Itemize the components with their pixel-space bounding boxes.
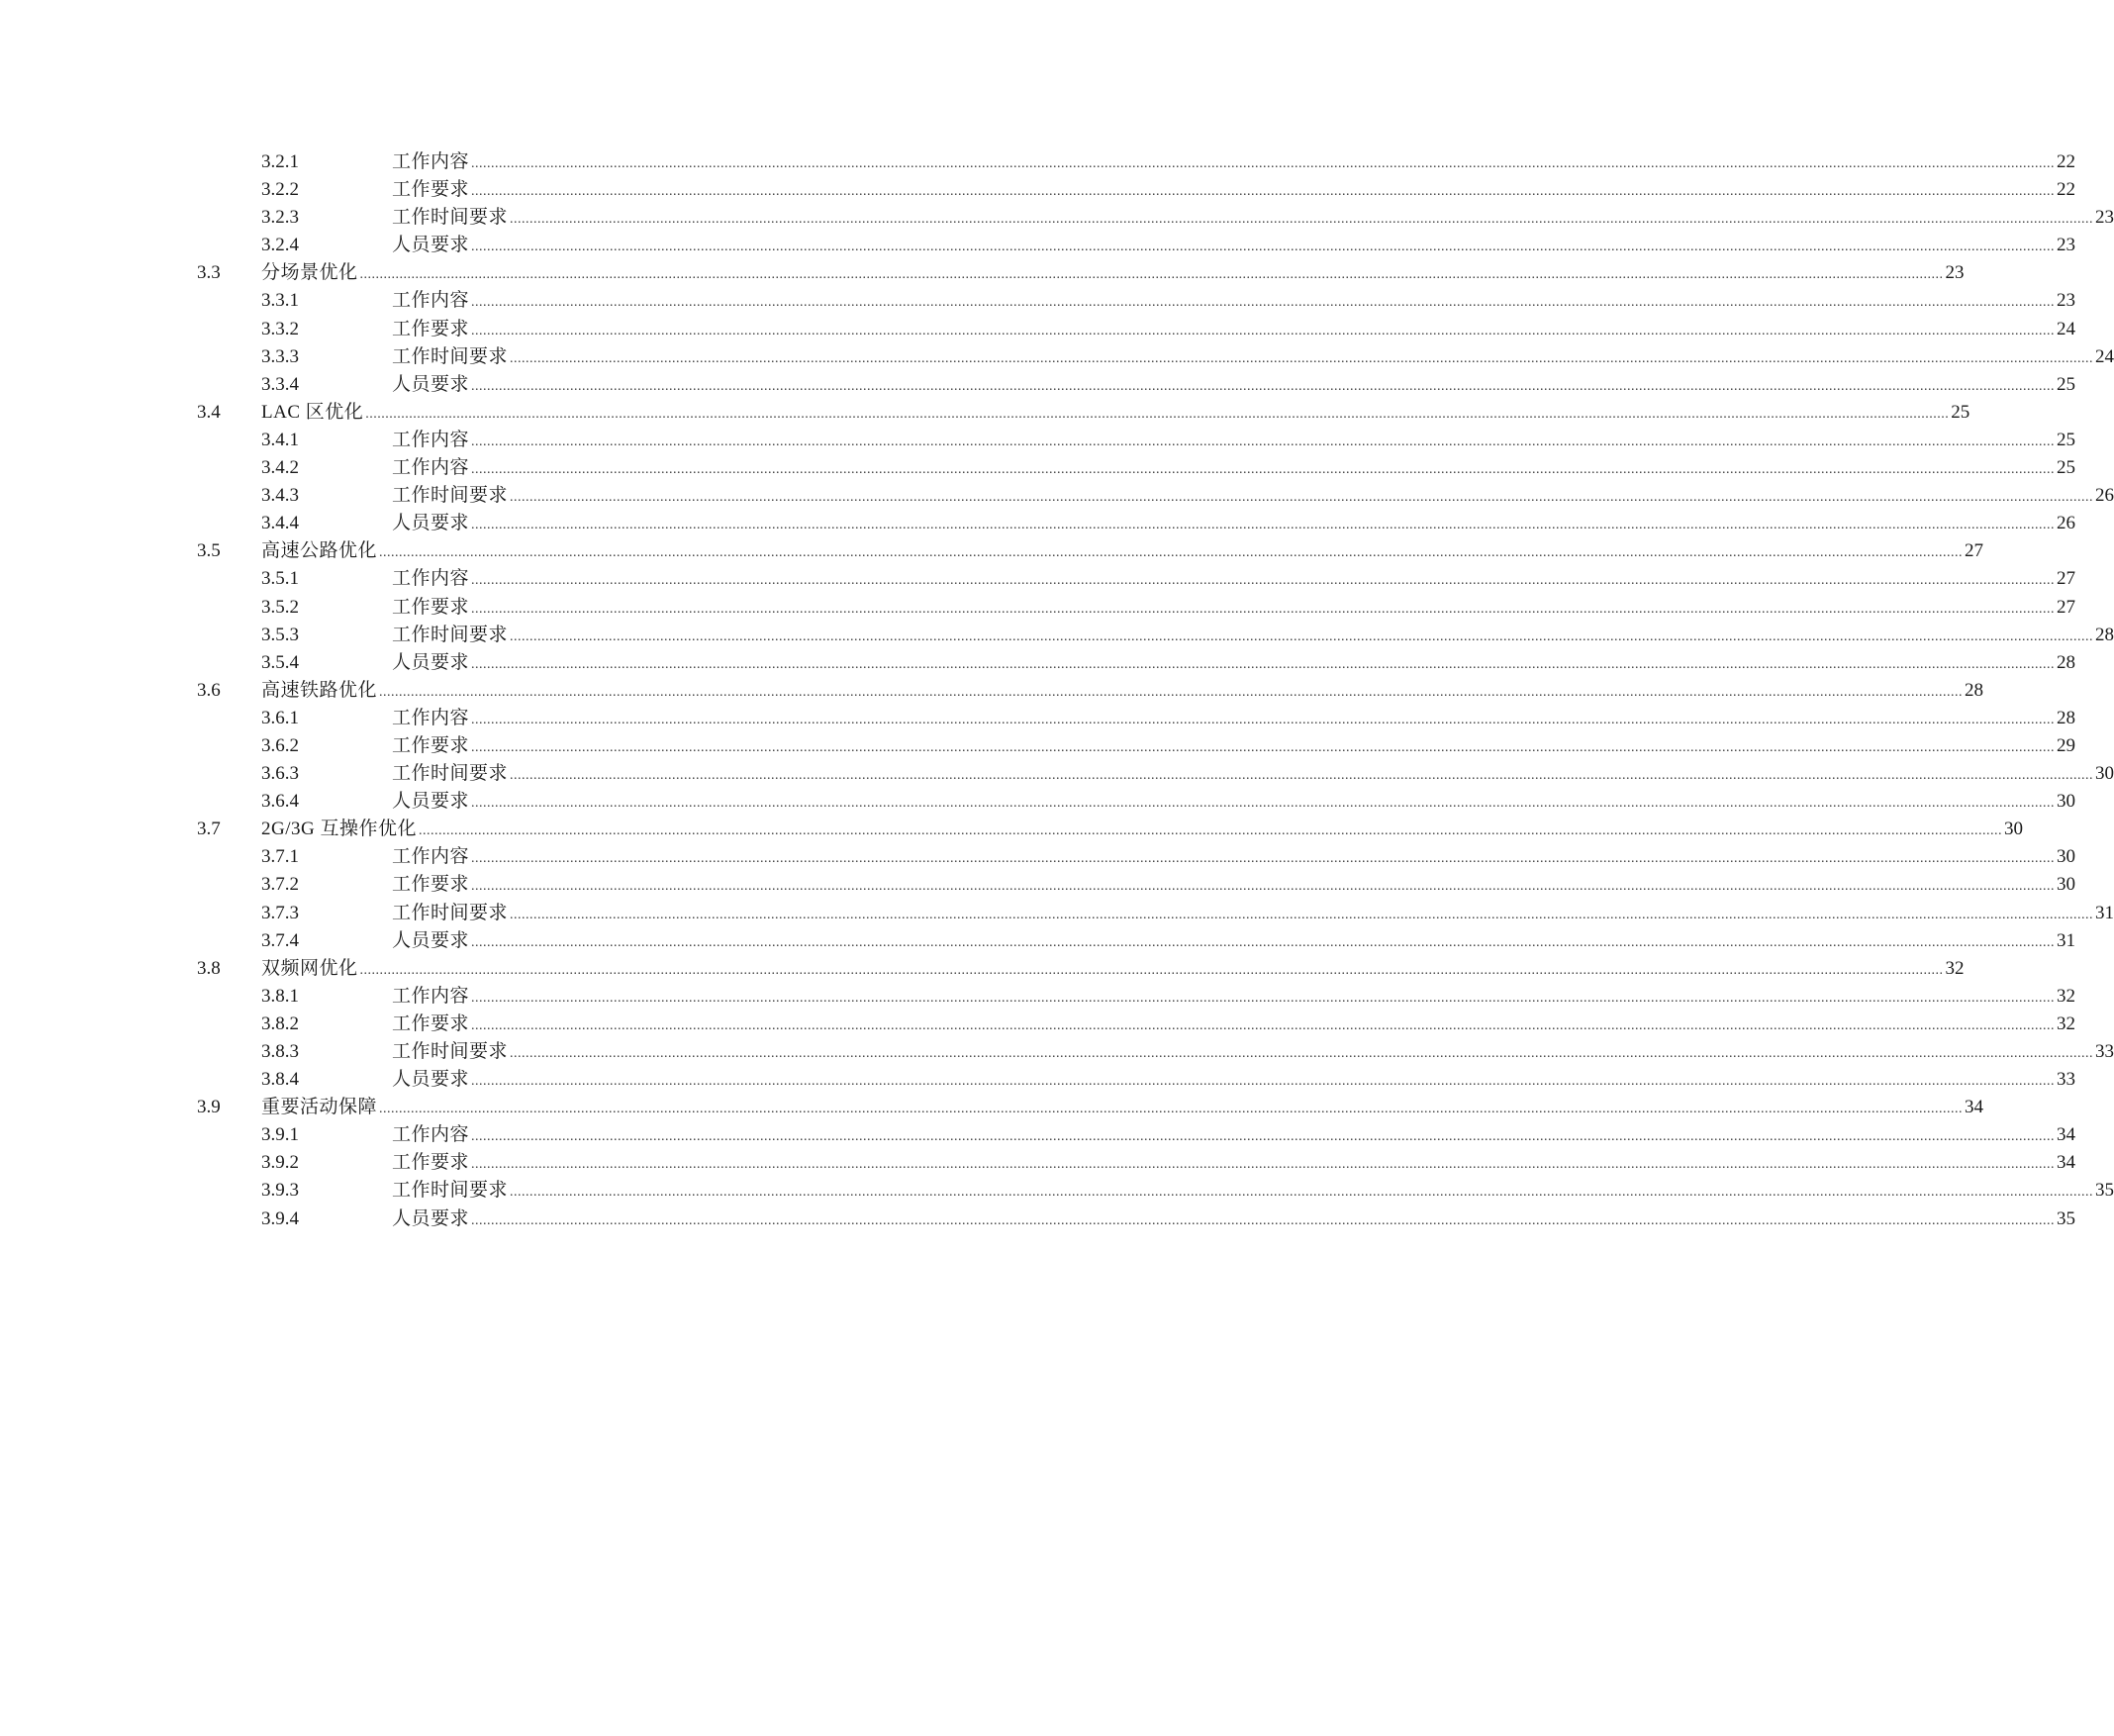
toc-dot-leader: ................................................................................................................................................................................................................................................................................................................................................................................................................ (471, 656, 2056, 672)
toc-entry-title: 人员要求 (392, 1069, 470, 1091)
toc-entry-page-number: 30 (2057, 874, 2076, 896)
toc-entry-page-number: 23 (2057, 290, 2076, 312)
toc-entry-line (392, 649, 2076, 679)
toc-entry[interactable] (0, 760, 2114, 788)
toc-entry-line (392, 176, 2076, 206)
toc-dot-leader: ................................................................................................................................................................................................................................................................................................................................................................................................................ (471, 434, 2056, 449)
toc-dot-leader: ................................................................................................................................................................................................................................................................................................................................................................................................................ (471, 990, 2056, 1006)
toc-entry-title: 工作内容 (392, 290, 470, 312)
toc-entry[interactable] (0, 510, 2076, 537)
toc-entry-number: 3.3.2 (261, 318, 299, 339)
toc-entry-title: 人员要求 (392, 1207, 470, 1229)
toc-entry[interactable] (0, 537, 1984, 565)
toc-entry-line (392, 371, 2076, 401)
toc-entry-line (392, 482, 2114, 512)
toc-entry-page-number: 22 (2057, 179, 2076, 201)
toc-dot-leader: ................................................................................................................................................................................................................................................................................................................................................................................................................ (471, 295, 2056, 311)
toc-entry-line (392, 927, 2076, 957)
toc-entry-number: 3.8.2 (261, 1013, 299, 1034)
toc-entry-number: 3.9 (197, 1097, 221, 1118)
toc-entry-line (392, 622, 2114, 651)
toc-entry-title: 工作内容 (392, 846, 470, 868)
toc-entry-title: 工作要求 (392, 179, 470, 201)
toc-dot-leader: ................................................................................................................................................................................................................................................................................................................................................................................................................ (471, 851, 2056, 867)
toc-entry[interactable] (0, 1149, 2076, 1177)
toc-entry-number: 3.4 (197, 401, 221, 423)
toc-dot-leader: ................................................................................................................................................................................................................................................................................................................................................................................................................ (471, 573, 2056, 589)
toc-entry-number: 3.3 (197, 262, 221, 284)
toc-entry[interactable] (0, 482, 2114, 510)
toc-entry-title: 工作时间要求 (392, 763, 509, 785)
toc-entry-title: 工作要求 (392, 1152, 470, 1174)
toc-dot-leader: ................................................................................................................................................................................................................................................................................................................................................................................................................ (471, 712, 2056, 727)
toc-entry-number: 3.2.2 (261, 179, 299, 201)
toc-dot-leader: ................................................................................................................................................................................................................................................................................................................................................................................................................ (471, 184, 2056, 200)
toc-entry[interactable] (0, 1206, 2076, 1233)
toc-dot-leader: ................................................................................................................................................................................................................................................................................................................................................................................................................ (471, 934, 2056, 950)
toc-dot-leader: ................................................................................................................................................................................................................................................................................................................................................................................................................ (510, 1185, 2094, 1201)
toc-entry-number: 3.6.1 (261, 707, 299, 728)
toc-dot-leader: ................................................................................................................................................................................................................................................................................................................................................................................................................ (471, 462, 2056, 478)
toc-entry-number: 3.4.4 (261, 513, 299, 534)
toc-dot-leader: ................................................................................................................................................................................................................................................................................................................................................................................................................ (510, 907, 2094, 922)
toc-entry[interactable] (0, 1066, 2076, 1094)
toc-entry[interactable] (0, 316, 2076, 343)
toc-entry-line (392, 565, 2076, 595)
toc-entry-number: 3.6.3 (261, 763, 299, 785)
toc-entry-line (392, 788, 2076, 818)
toc-entry-number: 3.5.3 (261, 624, 299, 645)
toc-entry-title: 人员要求 (392, 929, 470, 951)
toc-dot-leader: ................................................................................................................................................................................................................................................................................................................................................................................................................ (510, 350, 2094, 366)
toc-entry-line (392, 454, 2076, 484)
toc-entry-title: 工作内容 (392, 1124, 470, 1146)
toc-dot-leader: ................................................................................................................................................................................................................................................................................................................................................................................................................ (510, 490, 2094, 506)
toc-entry[interactable] (0, 427, 2076, 454)
toc-entry[interactable] (0, 649, 2076, 677)
toc-entry-page-number: 27 (1965, 540, 1984, 562)
toc-entry-page-number: 26 (2057, 513, 2076, 534)
toc-dot-leader: ................................................................................................................................................................................................................................................................................................................................................................................................................ (471, 796, 2056, 812)
toc-dot-leader: ................................................................................................................................................................................................................................................................................................................................................................................................................ (471, 323, 2056, 338)
toc-dot-leader: ................................................................................................................................................................................................................................................................................................................................................................................................................ (510, 1046, 2094, 1061)
toc-dot-leader: ................................................................................................................................................................................................................................................................................................................................................................................................................ (471, 1017, 2056, 1033)
toc-entry-page-number: 35 (2095, 1180, 2114, 1202)
toc-entry[interactable] (0, 1094, 1984, 1121)
toc-entry-line (392, 148, 2076, 178)
toc-entry-title: 工作时间要求 (392, 1180, 509, 1202)
toc-entry-number: 3.7.2 (261, 874, 299, 896)
toc-dot-leader: ................................................................................................................................................................................................................................................................................................................................................................................................................ (379, 1102, 1964, 1117)
toc-entry[interactable] (0, 454, 2076, 482)
toc-entry-line (261, 955, 1965, 985)
toc-dot-leader: ................................................................................................................................................................................................................................................................................................................................................................................................................ (471, 1212, 2056, 1228)
toc-entry-title: 工作要求 (392, 596, 470, 618)
toc-entry[interactable] (0, 816, 2023, 843)
toc-entry-page-number: 28 (2057, 651, 2076, 673)
toc-entry-page-number: 24 (2057, 318, 2076, 339)
toc-entry-title: 工作要求 (392, 1013, 470, 1034)
toc-entry-title: 工作要求 (392, 318, 470, 339)
toc-entry-line (261, 537, 1984, 567)
toc-entry[interactable] (0, 955, 1965, 983)
toc-entry-title: 人员要求 (392, 791, 470, 813)
toc-entry-line (392, 871, 2076, 901)
toc-entry-line (392, 900, 2114, 929)
toc-entry-title: 工作时间要求 (392, 345, 509, 367)
toc-dot-leader: ................................................................................................................................................................................................................................................................................................................................................................................................................ (471, 1157, 2056, 1173)
toc-entry-number: 3.9.4 (261, 1207, 299, 1229)
toc-entry-page-number: 34 (1965, 1097, 1984, 1118)
toc-entry-line (261, 677, 1984, 707)
toc-entry-number: 3.5.2 (261, 596, 299, 618)
toc-entry-number: 3.8.3 (261, 1041, 299, 1062)
toc-dot-leader: ................................................................................................................................................................................................................................................................................................................................................................................................................ (471, 879, 2056, 895)
toc-entry-page-number: 25 (2057, 457, 2076, 479)
toc-entry-line (392, 1206, 2076, 1235)
toc-entry-number: 3.9.1 (261, 1124, 299, 1146)
toc-entry-line (392, 843, 2076, 873)
toc-entry[interactable] (0, 148, 2076, 176)
toc-entry-title: 工作内容 (392, 568, 470, 590)
toc-entry[interactable] (0, 1121, 2076, 1149)
toc-entry-title: 工作时间要求 (392, 902, 509, 923)
toc-dot-leader: ................................................................................................................................................................................................................................................................................................................................................................................................................ (365, 406, 1950, 422)
toc-dot-leader: ................................................................................................................................................................................................................................................................................................................................................................................................................ (379, 684, 1964, 700)
toc-entry-line (392, 1066, 2076, 1096)
toc-entry[interactable] (0, 204, 2114, 232)
toc-entry-title: 工作时间要求 (392, 485, 509, 507)
toc-entry-page-number: 33 (2095, 1041, 2114, 1062)
toc-entry-number: 3.2.1 (261, 151, 299, 172)
toc-dot-leader: ................................................................................................................................................................................................................................................................................................................................................................................................................ (359, 267, 1944, 283)
toc-dot-leader: ................................................................................................................................................................................................................................................................................................................................................................................................................ (379, 545, 1964, 561)
toc-entry-page-number: 32 (2057, 1013, 2076, 1034)
toc-entry-page-number: 27 (2057, 596, 2076, 618)
toc-entry-title: 工作内容 (392, 707, 470, 728)
toc-entry[interactable] (0, 677, 1984, 705)
toc-entry[interactable] (0, 232, 2076, 259)
toc-entry-page-number: 35 (2057, 1207, 2076, 1229)
toc-entry-number: 3.7 (197, 819, 221, 840)
toc-entry-page-number: 28 (2095, 624, 2114, 645)
toc-entry[interactable] (0, 565, 2076, 593)
toc-entry-line (392, 1038, 2114, 1068)
toc-entry[interactable] (0, 843, 2076, 871)
toc-dot-leader: ................................................................................................................................................................................................................................................................................................................................................................................................................ (510, 768, 2094, 784)
toc-dot-leader: ................................................................................................................................................................................................................................................................................................................................................................................................................ (471, 156, 2056, 171)
toc-entry-title: 人员要求 (392, 235, 470, 256)
toc-entry-title: 重要活动保障 (261, 1097, 378, 1118)
toc-entry-page-number: 30 (2003, 819, 2023, 840)
toc-dot-leader: ................................................................................................................................................................................................................................................................................................................................................................................................................ (471, 240, 2056, 255)
toc-entry-page-number: 28 (1965, 679, 1984, 701)
toc-entry-title: 工作时间要求 (392, 1041, 509, 1062)
toc-entry[interactable] (0, 732, 2076, 760)
toc-entry-title: 双频网优化 (261, 957, 358, 979)
toc-dot-leader: ................................................................................................................................................................................................................................................................................................................................................................................................................ (471, 518, 2056, 533)
toc-entry-number: 3.9.2 (261, 1152, 299, 1174)
toc-entry-line (261, 259, 1965, 289)
toc-entry-line (392, 594, 2076, 624)
toc-entry-page-number: 31 (2057, 929, 2076, 951)
toc-entry-number: 3.8.1 (261, 985, 299, 1007)
toc-entry-page-number: 34 (2057, 1124, 2076, 1146)
toc-entry-line (392, 510, 2076, 539)
toc-entry-number: 3.4.2 (261, 457, 299, 479)
toc-dot-leader: ................................................................................................................................................................................................................................................................................................................................................................................................................ (471, 1074, 2056, 1090)
toc-entry[interactable] (0, 343, 2114, 371)
toc-entry-page-number: 23 (2095, 207, 2114, 229)
toc-entry-page-number: 32 (1945, 957, 1965, 979)
toc-entry-line (392, 316, 2076, 345)
toc-entry[interactable] (0, 259, 1965, 287)
toc-dot-leader: ................................................................................................................................................................................................................................................................................................................................................................................................................ (471, 739, 2056, 755)
toc-entry-line (261, 399, 1970, 429)
toc-entry-page-number: 30 (2095, 763, 2114, 785)
toc-entry[interactable] (0, 983, 2076, 1011)
toc-entry-line (392, 760, 2114, 790)
toc-entry-page-number: 29 (2057, 734, 2076, 756)
toc-dot-leader: ................................................................................................................................................................................................................................................................................................................................................................................................................ (510, 628, 2094, 644)
toc-entry-line (392, 1177, 2114, 1206)
toc-entry-line (261, 1094, 1984, 1123)
toc-dot-leader: ................................................................................................................................................................................................................................................................................................................................................................................................................ (359, 962, 1944, 978)
toc-entry-page-number: 33 (2057, 1069, 2076, 1091)
toc-entry-title: 工作内容 (392, 985, 470, 1007)
toc-entry-title: 工作要求 (392, 734, 470, 756)
toc-entry[interactable] (0, 176, 2076, 204)
toc-dot-leader: ................................................................................................................................................................................................................................................................................................................................................................................................................ (418, 823, 2002, 839)
toc-entry-title: 工作内容 (392, 429, 470, 450)
toc-entry-number: 3.7.1 (261, 846, 299, 868)
toc-entry-page-number: 25 (2057, 429, 2076, 450)
toc-entry-title: 高速铁路优化 (261, 679, 378, 701)
toc-entry-line (392, 705, 2076, 734)
toc-entry-title: 工作内容 (392, 151, 470, 172)
toc-entry-page-number: 23 (1945, 262, 1965, 284)
toc-entry[interactable] (0, 371, 2076, 399)
toc-entry-number: 3.6 (197, 679, 221, 701)
toc-entry-number: 3.3.3 (261, 345, 299, 367)
toc-entry-line (392, 1149, 2076, 1179)
toc-entry-line (392, 427, 2076, 456)
toc-entry-number: 3.4.1 (261, 429, 299, 450)
toc-entry[interactable] (0, 900, 2114, 927)
toc-entry-title: 人员要求 (392, 373, 470, 395)
toc-entry-page-number: 28 (2057, 707, 2076, 728)
toc-entry[interactable] (0, 594, 2076, 622)
toc-entry-title: 人员要求 (392, 513, 470, 534)
toc-entry-line (392, 983, 2076, 1013)
toc-entry-number: 3.3.4 (261, 373, 299, 395)
toc-entry-title: 工作时间要求 (392, 207, 509, 229)
toc-entry-line (392, 232, 2076, 261)
toc-entry-number: 3.5.1 (261, 568, 299, 590)
toc-entry-page-number: 34 (2057, 1152, 2076, 1174)
toc-entry-number: 3.7.4 (261, 929, 299, 951)
toc-entry-line (392, 1121, 2076, 1151)
toc-entry[interactable] (0, 871, 2076, 899)
toc-entry-page-number: 32 (2057, 985, 2076, 1007)
table-of-contents (0, 148, 2114, 1233)
toc-entry-page-number: 31 (2095, 902, 2114, 923)
toc-entry-page-number: 25 (1951, 401, 1970, 423)
toc-entry[interactable] (0, 705, 2076, 732)
toc-entry-title: 人员要求 (392, 651, 470, 673)
toc-entry[interactable] (0, 1038, 2114, 1066)
toc-entry-number: 3.6.2 (261, 734, 299, 756)
toc-entry[interactable] (0, 622, 2114, 649)
toc-entry-number: 3.5.4 (261, 651, 299, 673)
toc-entry-page-number: 30 (2057, 791, 2076, 813)
toc-entry-number: 3.4.3 (261, 485, 299, 507)
toc-entry-number: 3.7.3 (261, 902, 299, 923)
toc-entry-title: 工作时间要求 (392, 624, 509, 645)
toc-dot-leader: ................................................................................................................................................................................................................................................................................................................................................................................................................ (471, 601, 2056, 617)
toc-entry-line (392, 343, 2114, 373)
toc-entry-title: 工作内容 (392, 457, 470, 479)
toc-entry-page-number: 24 (2095, 345, 2114, 367)
toc-entry-title: 高速公路优化 (261, 540, 378, 562)
toc-entry-line (261, 816, 2023, 845)
toc-entry-page-number: 23 (2057, 235, 2076, 256)
toc-entry-line (392, 1011, 2076, 1040)
toc-entry-title: 工作要求 (392, 874, 470, 896)
toc-entry[interactable] (0, 1177, 2114, 1205)
toc-dot-leader: ................................................................................................................................................................................................................................................................................................................................................................................................................ (510, 212, 2094, 228)
toc-entry-page-number: 30 (2057, 846, 2076, 868)
toc-entry-number: 3.8 (197, 957, 221, 979)
toc-entry[interactable] (0, 1011, 2076, 1038)
toc-entry-number: 3.6.4 (261, 791, 299, 813)
toc-entry[interactable] (0, 399, 1970, 427)
toc-dot-leader: ................................................................................................................................................................................................................................................................................................................................................................................................................ (471, 1129, 2056, 1145)
toc-entry-line (392, 287, 2076, 317)
toc-entry-line (392, 204, 2114, 234)
toc-entry-page-number: 27 (2057, 568, 2076, 590)
toc-entry-title: LAC 区优化 (261, 401, 364, 423)
toc-entry-number: 3.3.1 (261, 290, 299, 312)
toc-entry-number: 3.2.4 (261, 235, 299, 256)
toc-entry-number: 3.8.4 (261, 1069, 299, 1091)
toc-entry-number: 3.9.3 (261, 1180, 299, 1202)
toc-entry-title: 分场景优化 (261, 262, 358, 284)
toc-entry[interactable] (0, 788, 2076, 816)
toc-entry-line (392, 732, 2076, 762)
toc-entry-page-number: 25 (2057, 373, 2076, 395)
toc-dot-leader: ................................................................................................................................................................................................................................................................................................................................................................................................................ (471, 378, 2056, 394)
toc-entry[interactable] (0, 287, 2076, 315)
toc-entry-page-number: 26 (2095, 485, 2114, 507)
toc-entry-number: 3.5 (197, 540, 221, 562)
toc-entry-page-number: 22 (2057, 151, 2076, 172)
toc-entry[interactable] (0, 927, 2076, 955)
toc-entry-title: 2G/3G 互操作优化 (261, 819, 417, 840)
toc-entry-number: 3.2.3 (261, 207, 299, 229)
